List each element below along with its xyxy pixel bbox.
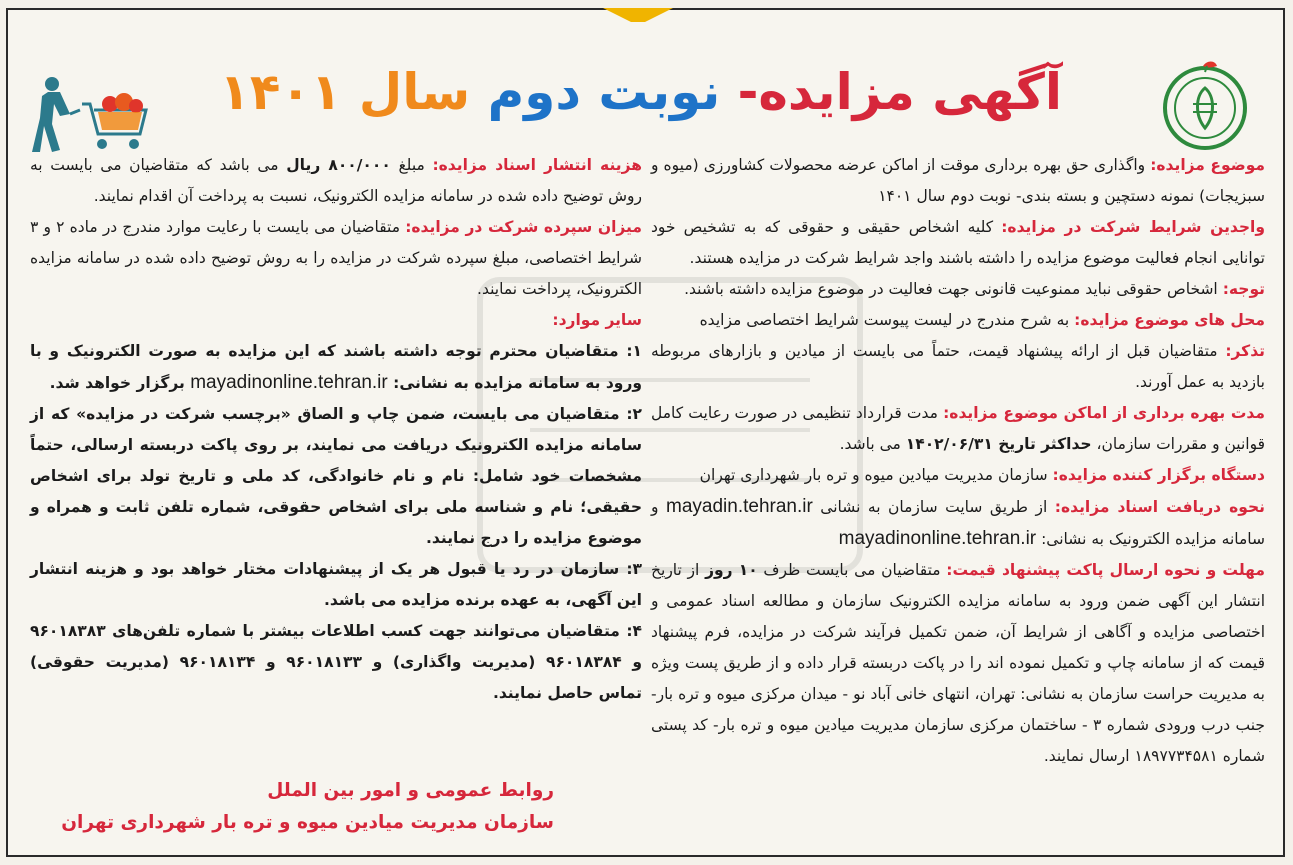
deadline-text-1: متقاضیان می بایست ظرف	[763, 561, 941, 579]
shopping-cart-person-icon	[30, 74, 150, 154]
docs-paragraph	[651, 491, 1265, 555]
docs-text-1: از طریق سایت سازمان به نشانی	[820, 498, 1048, 516]
item-1-url-link[interactable]: mayadinonline.tehran.ir	[190, 372, 388, 393]
note-label: توجه:	[1222, 280, 1265, 298]
item-1	[30, 336, 642, 399]
title-part-3: سال ۱۴۰۱	[219, 63, 471, 121]
item-3-text: ۳: سازمان در رد یا قبول هر یک از پیشنهادات مختار خواهد بود و هزینه انتشار این آگهی، به عهده برنده مزایده می باشد.	[30, 560, 642, 609]
note-paragraph	[651, 274, 1265, 305]
term-paragraph	[651, 398, 1265, 460]
organizer-paragraph	[651, 460, 1265, 491]
eligibility-label: واجدین شرایط شرکت در مزایده:	[1001, 218, 1265, 236]
footer-signature	[34, 775, 554, 839]
item-4-text: ۴: متقاضیان می‌توانند جهت کسب اطلاعات بیشتر با شماره تلفن‌های ۹۶۰۱۸۳۸۳ و ۹۶۰۱۸۳۸۴ (مدیریت واگذاری) و ۹۶۰۱۸۱۳۳ و ۹۶۰۱۸۱۳۴ (مدیریت حقوقی) تماس حاصل نمایند.	[30, 622, 642, 702]
fee-text-1: مبلغ	[398, 156, 425, 174]
term-text-1: مدت قرارداد تنظیمی در صورت رعایت کامل قوانین و مقررات سازمان،	[651, 404, 1265, 453]
eligibility-text: کلیه اشخاص حقیقی و حقوقی که به تشخیص خود توانایی انجام فعالیت موضوع مزایده را داشته باشند واجد شرایط شرکت در مزایده هستند.	[651, 218, 1265, 267]
term-deadline-date: حداکثر تاریخ ۱۴۰۲/۰۶/۳۱	[905, 435, 1092, 453]
fee-label: هزینه انتشار اسناد مزایده:	[432, 156, 642, 174]
deposit-paragraph	[30, 212, 642, 305]
item-3	[30, 554, 642, 616]
locations-text: به شرح مندرج در لیست پیوست شرایط اختصاصی مزایده	[699, 311, 1070, 329]
right-column	[651, 150, 1265, 772]
deadline-text-2: از تاریخ انتشار این آگهی ضمن ورود به سامانه مزایده الکترونیک سازمان و مطالعه اسناد عمومی و اختصاصی مزایده و آگاهی از شرایط آن، ضمن تکمیل فرآیند شرکت در مزایده، فرم پیشنهاد قیمت که از سامانه چاپ و تکمیل نموده اند را در پاکت دربسته قرار داده و از طریق پست ویژه به مدیریت حراست سازمان به نشانی: تهران، انتهای خانی آباد نو - میدان مرکزی میوه و تره بار- جنب درب ورودی شماره ۳ - ساختمان مرکزی سازمان مدیریت میادین میوه و تره بار- کد پستی شماره ۱۸۹۷۷۳۴۵۸۱ ارسال نمایند.	[651, 561, 1265, 765]
deadline-label: مهلت و نحوه ارسال پاکت پیشنهاد قیمت:	[946, 561, 1265, 579]
page-title	[219, 52, 1062, 132]
item-2	[30, 399, 642, 554]
term-label: مدت بهره برداری از اماکن موضوع مزایده:	[943, 404, 1265, 422]
item-4	[30, 616, 642, 709]
reminder-text: متقاضیان قبل از ارائه پیشنهاد قیمت، حتماً می بایست از میادین و بازارهای مربوطه بازدید به عمل آورند.	[651, 342, 1265, 391]
footer-line-1: روابط عمومی و امور بین الملل	[267, 780, 554, 801]
reminder-paragraph	[651, 336, 1265, 398]
deadline-days: ۱۰ روز	[705, 561, 758, 579]
docs-url-1-link[interactable]: mayadin.tehran.ir	[666, 496, 813, 517]
footer-line-2: سازمان مدیریت میادین میوه و تره بار شهرداری تهران	[61, 812, 554, 833]
deposit-text: متقاضیان می بایست با رعایت موارد مندرج در ماده ۲ و ۳ شرایط اختصاصی، مبلغ سپرده شرکت در مزایده را به روش توضیح داده شده در سامانه مزایده الکترونیک، پرداخت نمایند.	[30, 218, 642, 298]
title-part-1: آگهی مزایده-	[737, 63, 1062, 121]
docs-label: نحوه دریافت اسناد مزایده:	[1054, 498, 1265, 516]
reminder-label: تذکر:	[1225, 342, 1265, 360]
organizer-text: سازمان مدیریت میادین میوه و تره بار شهرداری تهران	[699, 466, 1048, 484]
fee-text-2: می باشد که متقاضیان می بایست به روش توضیح داده شده در سامانه مزایده الکترونیک، نسبت به پرداخت آن اقدام نمایند.	[30, 156, 642, 205]
header	[12, 22, 1279, 140]
organizer-label: دستگاه برگزار کننده مزایده:	[1052, 466, 1265, 484]
tehran-fruit-vegetable-org-logo-icon	[1157, 58, 1253, 154]
other-label: سایر موارد:	[552, 311, 642, 329]
title-part-2: نوبت دوم	[487, 63, 721, 121]
subject-paragraph	[651, 150, 1265, 212]
deadline-paragraph	[651, 555, 1265, 772]
item-2-text: ۲: متقاضیان می بایست، ضمن چاپ و الصاق «برچسب شرکت در مزایده» که از سامانه مزایده الکترونیک دریافت می نمایند، بر روی پاکت دربسته ارسالی، حتماً مشخصات خود شامل: نام و نام خانوادگی، کد ملی و تاریخ تولد برای اشخاص حقیقی؛ نام و شناسه ملی برای اشخاص حقوقی، شماره تلفن ثابت و همراه و موضوع مزایده را درج نمایند.	[30, 405, 642, 547]
other-heading	[30, 305, 642, 336]
docs-text-2: و سامانه مزایده الکترونیک به نشانی:	[651, 498, 1265, 548]
subject-text: واگذاری حق بهره برداری موقت از اماکن عرضه محصولات کشاورزی (میوه و سبزیجات) نمونه دستچین و بسته بندی- نوبت دوم سال ۱۴۰۱	[651, 156, 1265, 205]
docs-url-2-link[interactable]: mayadinonline.tehran.ir	[838, 528, 1037, 549]
locations-label: محل های موضوع مزایده:	[1074, 311, 1265, 329]
note-text: اشخاص حقوقی نباید ممنوعیت قانونی جهت فعالیت در موضوع مزایده داشته باشند.	[684, 280, 1218, 298]
subject-label: موضوع مزایده:	[1150, 156, 1266, 174]
left-column	[30, 150, 642, 709]
locations-paragraph	[651, 305, 1265, 336]
eligibility-paragraph	[651, 212, 1265, 274]
fee-amount: ۸۰۰/۰۰۰ ریال	[286, 156, 391, 174]
fee-paragraph	[30, 150, 642, 212]
term-text-2: می باشد.	[839, 435, 901, 453]
item-1-text-2: برگزار خواهد شد.	[49, 374, 185, 392]
deposit-label: میزان سپرده شرکت در مزایده:	[405, 218, 642, 236]
item-1-text-1: ۱: متقاضیان محترم توجه داشته باشند که این مزایده به صورت الکترونیک و با ورود به سامانه مزایده به نشانی:	[30, 342, 642, 392]
